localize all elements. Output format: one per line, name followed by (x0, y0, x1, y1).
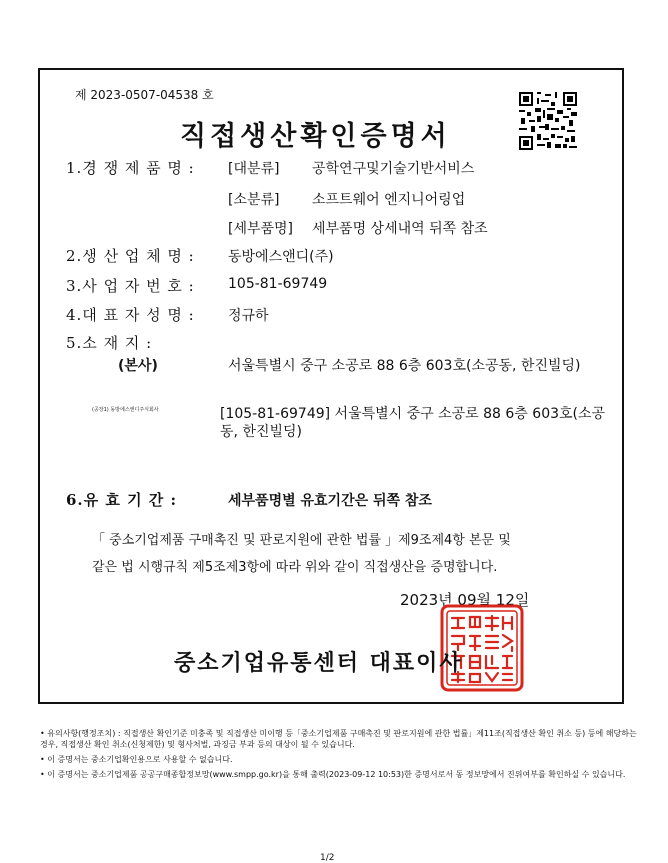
factory-address-line2: 동, 한진빌딩) (220, 424, 302, 440)
statement-line1: 「 중소기업제품 구매촉진 및 판로지원에 관한 법률 」제9조제4항 본문 및 (92, 533, 511, 548)
validity-label: 6.유 효 기 간 : (66, 491, 178, 509)
issuer-name: 중소기업유통센터 대표이사 (174, 650, 463, 676)
factory-address-line1: [105-81-69749] 서울특별시 중구 소공로 88 6층 603호(소공 (220, 406, 606, 422)
hq-address: 서울특별시 중구 소공로 88 6층 603호(소공동, 한진빌딩) (228, 358, 581, 374)
issue-date: 2023년 09월 12일 (400, 591, 530, 609)
ceo-label: 4.대 표 자 성 명 : (66, 306, 195, 324)
statement-line2: 같은 법 시행규칙 제5조제3항에 따라 위와 같이 직접생산을 증명합니다. (92, 560, 498, 575)
note-item: • 이 증명서는 중소기업확인용으로 사용할 수 없습니다. (40, 755, 233, 764)
detail-category-tag: [세부품명] (228, 221, 294, 237)
business-number-label: 3.사 업 자 번 호 : (66, 277, 195, 295)
factory-label: (공장1) 동방에스앤디주식회사 (92, 407, 159, 413)
business-number-value: 105-81-69749 (228, 276, 328, 292)
certificate-number: 제 2023-0507-04538 호 (75, 88, 214, 102)
ceo-value: 정규하 (228, 308, 269, 324)
note-item: • 이 증명서는 중소기업제품 공공구매종합정보망(www.smpp.go.kr)을 통해 출력(2023-09-12 10:53)한 증명서로서 동 정보망에서 진위여부를 확인하실 수 있습니다. (40, 770, 626, 779)
location-label: 5.소 재 지 : (66, 334, 153, 352)
minor-category-value: 소프트웨어 엔지니어링업 (312, 192, 466, 208)
certificate-title: 직접생산확인증명서 (180, 121, 451, 152)
qr-code-icon[interactable] (519, 92, 577, 150)
notes-section (40, 728, 640, 784)
note-item: • 유의사항(행정조치) : 직접생산 확인기준 미충족 및 직접생산 미이행 등「중소기업제품 구매촉진 및 판로지원에 관한 법률」제11조(직접생산 확인 취소 등) 등에 해당하는 경우, 직접생산 확인 취소(신청제한) 및 형사처벌, 과징금 부과 등의 대상이 될 수 있습니다. (40, 729, 637, 749)
hq-label: (본사) (118, 358, 158, 374)
validity-value: 세부품명별 유효기간은 뒤쪽 참조 (228, 493, 432, 509)
minor-category-tag: [소분류] (228, 192, 280, 208)
major-category-tag: [대분류] (228, 161, 280, 177)
page-number: 1/2 (320, 853, 335, 863)
detail-category-value: 세부품명 상세내역 뒤쪽 참조 (312, 221, 488, 237)
major-category-value: 공학연구및기술기반서비스 (312, 161, 475, 177)
product-label: 1.경 쟁 제 품 명 : (66, 159, 195, 177)
company-label: 2.생 산 업 체 명 : (66, 247, 195, 265)
company-value: 동방에스앤디(주) (228, 249, 334, 265)
